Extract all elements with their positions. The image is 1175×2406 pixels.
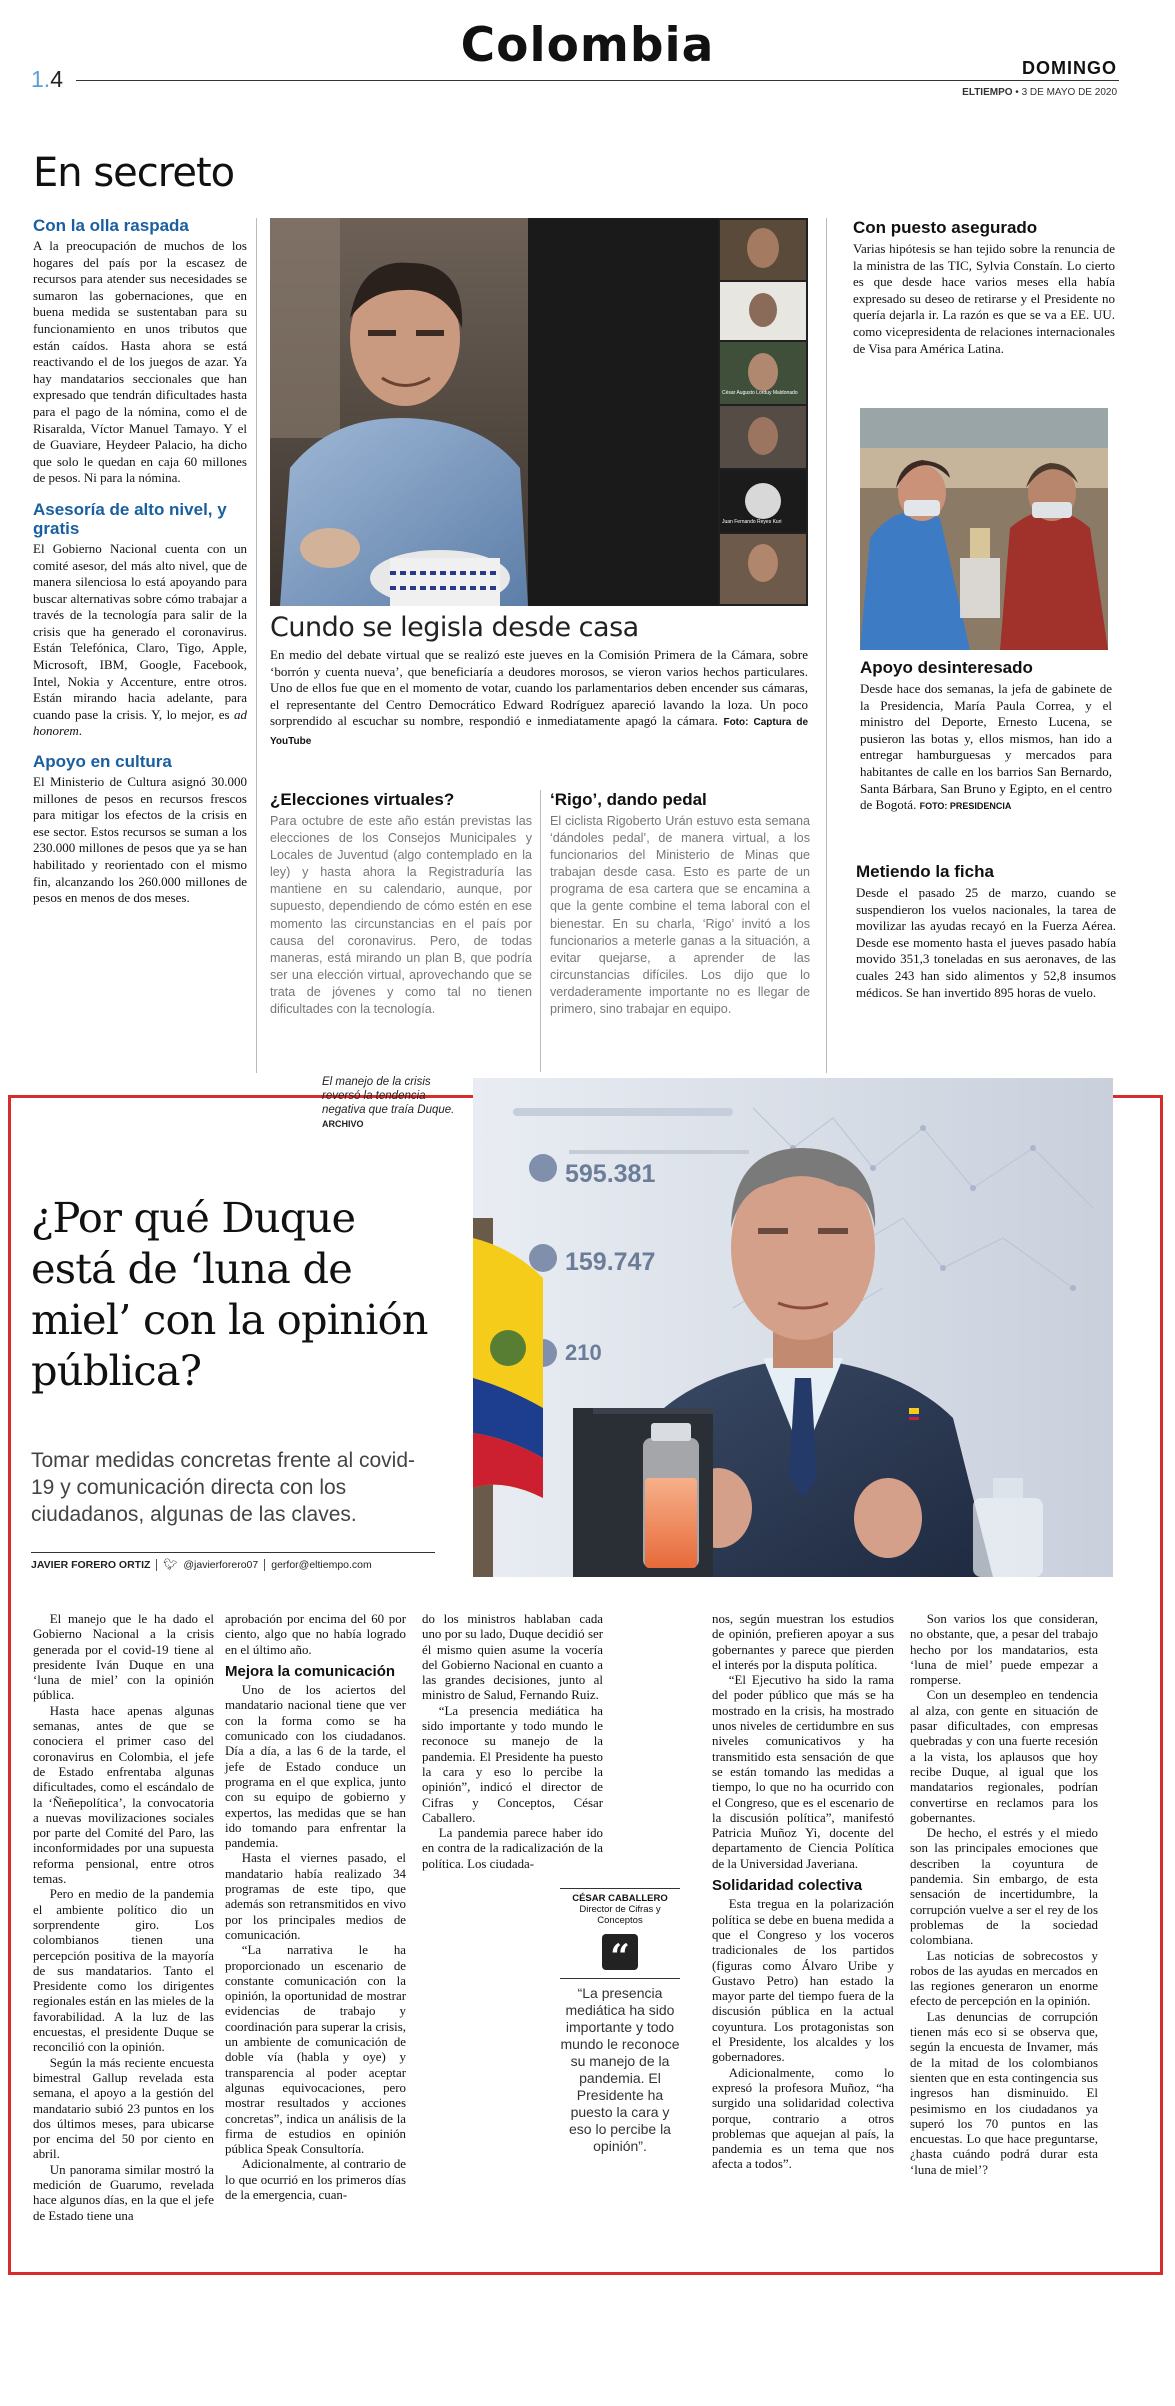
apoyo-image bbox=[860, 408, 1108, 650]
apoyo-head: Apoyo desinteresado bbox=[860, 658, 1033, 677]
article-col-3 bbox=[422, 1612, 603, 1872]
section-title: Colombia bbox=[460, 18, 715, 73]
ficha-body: Desde el pasado 25 de marzo, cuando se suspendieron los vuelos nacionales, la tarea de movilizar las ayudas recayó en la Fuerza Aérea. Desde ese momento hasta el jueves pasado había movido 351,3 toneladas en sus aeronaves, de las cuales 243 han sido alimentos y 52,8 insumos médicos. Se han invertido 895 horas de vuelo. bbox=[856, 885, 1116, 1000]
col5-p2: Con un desempleo en tendencia al alza, con gente en situación de pasar dificultades, con empresas quebradas y con una fuerte recesión a la vista, los aplausos que hoy recibe Duque, al igual que los mandatarios regionales, podrían convertirse en reclamos para los gobernantes. bbox=[910, 1688, 1098, 1825]
cultura-body: El Ministerio de Cultura asignó 30.000 millones de pesos en recursos frescos para mitigar los efectos de la crisis en ese sector. Estos recursos se suman a los 230.000 millones de pesos que ya se han habilitado y reorientado con el mismo fin, alcanzando los 260.000 millones de pesos en menos de dos meses. bbox=[33, 774, 247, 906]
col-divider-2 bbox=[540, 790, 541, 1072]
article-col-5 bbox=[910, 1612, 1098, 2178]
quote-name: CÉSAR CABALLERO bbox=[572, 1893, 668, 1904]
asesoria-end: . bbox=[78, 723, 82, 739]
caption-credit: ARCHIVO bbox=[322, 1119, 364, 1129]
olla-head: Con la olla raspada bbox=[33, 216, 189, 235]
col2-p0: aprobación por encima del 60 por ciento, algo que no había logrado en el último año. bbox=[225, 1612, 406, 1657]
col4-p2: “El Ejecutivo ha sido la rama del poder público que más se ha mostrado en la crisis, ha mostrado unos niveles de certidumbre en sus niveles comunicativos y ha transmitido esta sensación de que se están tomando las medidas a tiempo, lo que no ha ocurrido con el Congreso, que es el escenario de la discusión política”, manifestó Patricia Muñoz Yi, docente del departamento de Ciencia Política de la Universidad Javeriana. bbox=[712, 1673, 894, 1871]
date-line bbox=[962, 87, 1117, 98]
col1-p1: El manejo que le ha dado el Gobierno Nacional a la crisis generada por el covid-19 tiene al presidente Iván Duque en una ‘luna de miel’ con la opinión pública. bbox=[33, 1612, 214, 1703]
byline-sep-2 bbox=[264, 1559, 265, 1571]
twitter-handle[interactable]: @javierforero07 bbox=[183, 1558, 259, 1571]
asesoria-head: Asesoría de alto nivel, y gratis bbox=[33, 499, 227, 538]
rigo-block bbox=[550, 790, 810, 1018]
day-label: DOMINGO bbox=[1022, 58, 1117, 78]
asesoria-body bbox=[33, 541, 247, 740]
caption-text: El manejo de la crisis reversó la tendencia negativa que traía Duque. bbox=[322, 1076, 455, 1116]
col5-p3: De hecho, el estrés y el miedo son las principales emociones que describen la coyuntura de pandemia. Sin embargo, de esta sensación de incertidumbre, la corrupción vuelve a ser el rey de los problemas de la sociedad colombiana. bbox=[910, 1826, 1098, 1948]
paper-name: ELTIEMPO bbox=[962, 87, 1013, 98]
screen-figure-1: 595.381 bbox=[565, 1160, 656, 1188]
elecciones-head: ¿Elecciones virtuales? bbox=[270, 790, 455, 809]
article-col-1 bbox=[33, 1612, 214, 2224]
byline bbox=[31, 1558, 451, 1571]
pull-quote bbox=[560, 1888, 680, 2155]
video-call-image bbox=[270, 218, 808, 606]
legisla-text: En medio del debate virtual que se realizó este jueves en la Comisión Primera de la Cámara, sobre ‘borrón y cuenta nueva’, que beneficiaría a deudores morosos, se vieron varios hechos particulares. Uno de ellos fue que en el momento de votar, cuando los parlamentarios deben encender sus cámaras, el representante del Centro Democrático Edward Rodríguez apareció lavando la loza. Un poco sorprendido al escuchar su nombre, respondió e inmediatamente apagó la cámara. bbox=[270, 647, 808, 729]
video-label-1: César Augusto Lorduy Maldonado bbox=[722, 390, 798, 396]
page-num: 4 bbox=[50, 66, 63, 92]
legisla-body bbox=[270, 647, 808, 751]
puesto-head: Con puesto asegurado bbox=[853, 218, 1038, 237]
col-divider-3 bbox=[826, 218, 827, 1073]
author: JAVIER FORERO ORTIZ bbox=[31, 1558, 151, 1571]
page-prefix: 1. bbox=[31, 66, 51, 92]
byline-sep bbox=[156, 1559, 157, 1571]
date-text: • 3 DE MAYO DE 2020 bbox=[1012, 87, 1117, 98]
col1-p2: Hasta hace apenas algunas semanas, antes de que se conociera el primer caso del coronavirus en Colombia, el jefe de Estado enfrentaba algunas dificultades, como el escándalo de la ‘Ñeñepolítica’, la convocatoria a nuevas movilizaciones sociales por parte del Comité del Paro, las inconformidades por una supuesta reforma pensional, entre otros temas. bbox=[33, 1703, 214, 1887]
elecciones-block bbox=[270, 790, 532, 1018]
col2-p2: Hasta el viernes pasado, el mandatario había realizado 34 programas de este tipo, que además son retransmitidos en vivo por los principales medios de comunicación. bbox=[225, 1851, 406, 1942]
rigo-head: ‘Rigo’, dando pedal bbox=[550, 790, 707, 809]
rigo-body: El ciclista Rigoberto Urán estuvo esta semana ‘dándoles pedal’, de manera virtual, a los funcionarios del Ministerio de Minas que trabajan desde casa. Esto es parte de un programa de esa cartera que se encamina a que la gente combine el tema laboral con el bienestar. En su charla, ‘Rigo’ invitó a los funcionarios a meterle ganas a la situación, a evitar quejarse, a aprender de las circunstancias difíciles. Los dijo que lo verdaderamente importante no es llegar de primero, sino trabajar en equipo. bbox=[550, 814, 810, 1017]
secreto-col-left bbox=[33, 216, 247, 907]
legisla-credit: Foto: Captura de YouTube bbox=[270, 717, 809, 747]
photo-caption bbox=[322, 1075, 458, 1131]
ficha-head: Metiendo la ficha bbox=[856, 862, 994, 881]
col5-p1: Son varios los que consideran, no obstante, que, a pesar del trabajo hecho por los mandatarios, esta ‘luna de miel’ puede empezar a romperse. bbox=[910, 1612, 1098, 1688]
apoyo-photo bbox=[860, 408, 1108, 650]
col5-p4: Las noticias de sobrecostos y robos de las ayudas en mercados en las regiones generaron un enorme efecto de percepción en la opinión. bbox=[910, 1948, 1098, 2009]
puesto-body: Varias hipótesis se han tejido sobre la renuncia de la ministra de las TIC, Sylvia Constaín. Lo cierto es que desde hace varios meses ella había expresado su deseo de retirarse y el Presidente no quería dejarla ir. La razón es que se va a EE. UU. como vicepresidenta de relaciones internacionales de Visa para América Latina. bbox=[853, 241, 1115, 356]
quote-rule-2 bbox=[560, 1978, 680, 1979]
deck: Tomar medidas concretas frente al covid-19 y comunicación directa con los ciudadanos, algunas de las claves. bbox=[31, 1449, 415, 1526]
duque-image bbox=[473, 1078, 1113, 1577]
quote-mark-icon: “ bbox=[602, 1934, 638, 1970]
masthead-rule bbox=[76, 80, 1119, 81]
video-label-2: Juan Fernando Reyes Kuri bbox=[722, 519, 782, 525]
secreto-col-right bbox=[853, 218, 1115, 357]
apoyo-credit: FOTO: PRESIDENCIA bbox=[919, 801, 1012, 812]
apoyo-text: Desde hace dos semanas, la jefa de gabinete de la Presidencia, María Paula Correa, y el ministro del Deporte, Ernesto Lucena, se pusieron las botas y, ellos mismos, han ido a entregar hamburguesas y mercados para habitantes de calle en los barrios San Bernardo, Santa Bárbara, San Bruno y Egipto, en el centro de Bogotá. bbox=[860, 681, 1112, 813]
video-call-photo bbox=[270, 218, 808, 606]
screen-figure-3: 210 bbox=[565, 1340, 602, 1365]
col5-p5: Las denuncias de corrupción tienen más eco si se observa que, según la encuesta de Invamer, más de la mitad de los colombianos sienten que en esta contingencia sus ingresos han disminuido. El pesimismo en los ciudadanos ya superó los 70 puntos en las encuestas. Lo que hace preguntarse, ¿hasta cuándo podrá durar esta ‘luna de miel’? bbox=[910, 2009, 1098, 2177]
col3-p1: do los ministros hablaban cada uno por su lado, Duque decidió ser él mismo quien asume la vocería del Gobierno Nacional en cuanto a las grandes decisiones, junto al ministro de Salud, Fernando Ruiz. bbox=[422, 1612, 603, 1703]
quote-role: Director de Cifras y Conceptos bbox=[579, 1904, 661, 1926]
col1-p5: Un panorama similar mostró la medición de Guarumo, revelada hace algunos días, en la que el jefe de Estado tiene una bbox=[33, 2162, 214, 2223]
col4-p1: nos, según muestran los estudios de opinión, prefieren apoyar a sus gobernantes y parece que pierden el interés por la disputa política. bbox=[712, 1612, 894, 1672]
col2-subhead: Mejora la comunicación bbox=[225, 1662, 396, 1680]
byline-rule bbox=[31, 1552, 435, 1553]
elecciones-body: Para octubre de este año están previstas las elecciones de los Consejos Municipales y Locales de Juventud (algo contemplado en la ley) y hasta ahora la Registraduría las mantiene en su calendario, aunque, por supuesto, dependiendo de cómo estén en ese momento las circunstancias en el país por causa del coronavirus. Pero, de todas maneras, está mirando un plan B, que podría ser una elección virtual, aprovechando que se trata de jóvenes y como tal no tienen dificultades con la tecnología. bbox=[270, 814, 532, 1017]
apoyo-block bbox=[860, 658, 1112, 815]
col1-p4: Según la más reciente encuesta bimestral Gallup revelada esta semana, el apoyo a la gestión del mandatario subió 23 puntos en los dos últimos meses, para ubicarse por encima del 50 por ciento en abril. bbox=[33, 2055, 214, 2162]
author-email[interactable]: gerfor@eltiempo.com bbox=[271, 1558, 372, 1571]
col3-p2: “La presencia mediática ha sido importante y todo mundo le reconoce su manejo de la pandemia. El Presidente ha puesto la cara y eso lo percibe la opinión”, indicó el director de Cifras y Conceptos, César Caballero. bbox=[422, 1703, 603, 1825]
secreto-title: En secreto bbox=[33, 150, 235, 196]
article-col-2 bbox=[225, 1612, 406, 2203]
col3-p3: La pandemia parece haber ido en contra de la radicalización de la política. Los ciudada- bbox=[422, 1826, 603, 1871]
ficha-block bbox=[856, 862, 1116, 1001]
col4-p4: Adicionalmente, como lo expresó la profesora Muñoz, “ha surgido una solidaridad colectiva porque, contrario a otros problemas que aquejan al país, la pandemia es un tema que nos afecta a todos”. bbox=[712, 2065, 894, 2172]
col1-p3: Pero en medio de la pandemia el ambiente político dio un sorprendente giro. Los colombianos tienen una percepción positiva de la mayoría de sus mandatarios. Tanto el Presidente como los dirigentes regionales están en las mieles de la favorabilidad. A la luz de las encuestas, el presidente Duque se reconcilió con la opinión. bbox=[33, 1887, 214, 2055]
legisla-block bbox=[270, 612, 808, 751]
legisla-head: Cundo se legisla desde casa bbox=[270, 612, 639, 643]
apoyo-body bbox=[860, 681, 1112, 815]
col2-p3: “La narrativa le ha proporcionado un escenario de constante comunicación con la opinión, la oportunidad de mostrar evidencias de trabajo y coordinación para superar la crisis, un ambiente de comunicación de doble vía (habla y oye) y transparencia al poder aceptar algunas equivocaciones, pero mostrar resultados y acciones concretas”, indica un análisis de la firma de estudios en opinión pública Speak Consultoría. bbox=[225, 1943, 406, 2157]
olla-body: A la preocupación de muchos de los hogares del país por la escasez de recursos para atender sus necesidades se sumaron las gobernaciones, que en buena medida se sustentaban para su funcionamiento en unos tributos que están caídos. Hasta ahora se está reactivando el de los juegos de azar. Ya hay mandatarios seccionales que han expresado que tendrán dificultades hasta para el pago de la nómina, como el de Risaralda, Víctor Manuel Tamayo. Y el de Guaviare, Heydeer Palacio, ha dicho que solo le quedan en caja 60 millones de pesos. Ni para la nómina. bbox=[33, 238, 247, 486]
col-divider bbox=[256, 218, 257, 1073]
col2-p1: Uno de los aciertos del mandatario nacional tiene que ver con la forma como se ha comunicado con los ciudadanos. Día a día, a las 6 de la tarde, el jefe de Estado conduce un programa en el que explica, junto con su equipo de gobierno y expertos, las medidas que se han ido tomando para enfrentar la pandemia. bbox=[225, 1683, 406, 1851]
screen-figure-2: 159.747 bbox=[565, 1248, 656, 1276]
col4-p3: Esta tregua en la polarización política se debe en buena medida a que el Congreso y los voceros tradicionales de los partidos (figuras como Álvaro Uribe y Gustavo Petro) han estado la mayor parte del tiempo fuera de la discusión pública en la actual coyuntura. Los protagonistas son el Presidente, los alcaldes y los gobernadores. bbox=[712, 1897, 894, 2065]
col2-p4: Adicionalmente, al contrario de lo que ocurrió en los primeros días de la emergencia, cuan- bbox=[225, 2157, 406, 2202]
duque-photo bbox=[473, 1078, 1113, 1577]
twitter-icon: 🐦︎ bbox=[163, 1559, 178, 1571]
asesoria-em: ad honorem bbox=[33, 706, 247, 739]
quote-text: “La presencia mediática ha sido importante y todo mundo le reconoce su manejo de la pandemia. El Presidente ha puesto la cara y eso lo percibe la opinión”. bbox=[560, 1985, 680, 2154]
cultura-head: Apoyo en cultura bbox=[33, 752, 172, 772]
quote-rule bbox=[560, 1888, 680, 1889]
asesoria-text: El Gobierno Nacional cuenta con un comité asesor, del más alto nivel, que de manera silenciosa lo está apoyando para buscar alternativas sobre cómo trabajar a través de la tecnología para salir de la crisis que ha generado el coronavirus. Están Telefónica, Claro, Tigo, Apple, Microsoft, IBM, Google, Facebook, Intel, Nokia y Accenture, entre otros. Están mirando hacia adelante, para cuando pase la crisis. Y, lo mejor, es bbox=[33, 540, 247, 722]
col4-subhead: Solidaridad colectiva bbox=[712, 1877, 863, 1895]
headline: ¿Por qué Duque está de ‘luna de miel’ con la opinión pública? bbox=[31, 1193, 428, 1395]
article-col-4 bbox=[712, 1612, 894, 2173]
